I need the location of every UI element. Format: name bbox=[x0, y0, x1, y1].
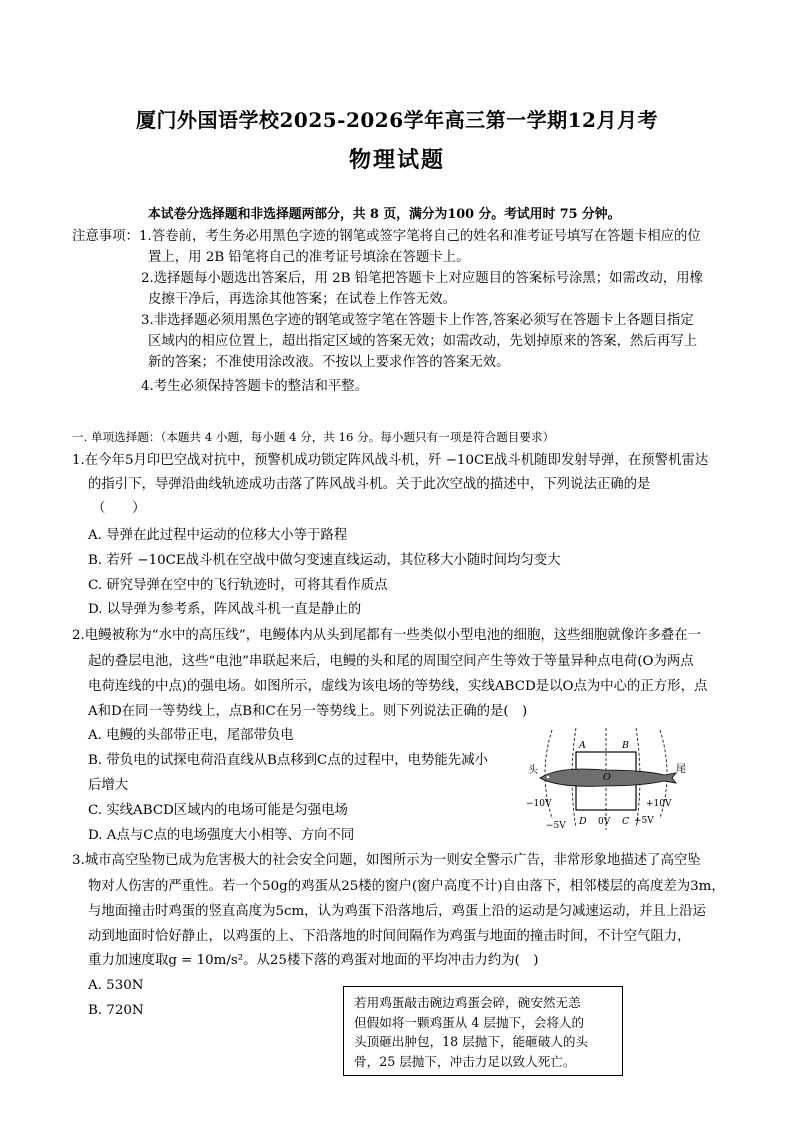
notes-label: 注意事项： bbox=[72, 229, 139, 244]
q2-stem-line-1: 2.电鳗被称为“水中的高压线”，电鳗体内从头到尾都有一些类似小型电池的细胞，这些细胞就像许多叠在一 bbox=[72, 628, 702, 643]
point-o-label: O bbox=[603, 772, 611, 783]
note-3-line-2: 区域内的相应位置上，超出指定区域的答案无效；如需改动，先划掉原来的答案，然后再写上 bbox=[148, 334, 698, 349]
note-4: 4.考生必须保持答题卡的整洁和平整。 bbox=[141, 379, 369, 394]
exam-intro: 本试卷分选择题和非选择题两部分，共 8 页，满分为100 分。考试用时 75 分钟。 bbox=[148, 207, 621, 222]
note-1-line-1: 1.答卷前，考生务必用黑色字迹的钢笔或签字笔将自己的姓名和准考证号填写在答题卡相应的位 bbox=[139, 229, 701, 244]
subject-title: 物理试题 bbox=[348, 147, 445, 173]
potential-plus-5v: +5V bbox=[634, 816, 654, 826]
q2-stem-line-3: 电荷连线的中点)的强电场。如图所示，虚线为该电场的等势线，实线ABCD是以O点为中心的正方形，点 bbox=[88, 679, 708, 694]
q3-stem-line-2: 物对人伤害的严重性。若一个50g的鸡蛋从25楼的窗户(窗户高度不计)自由落下，相邻楼层的高度差为3m， bbox=[88, 879, 725, 894]
note-2-line-2: 皮擦干净后，再选涂其他答案；在试卷上作答无效。 bbox=[148, 292, 456, 307]
exam-title: 厦门外国语学校2025-2026学年高三第一学期12月月考 bbox=[136, 108, 658, 132]
q1-answer-blank: （ ） bbox=[92, 501, 146, 516]
warning-line-2: 但假如将一颗鸡蛋从 4 层抛下，会将人的 bbox=[354, 1014, 585, 1030]
q3-option-b: B. 720N bbox=[88, 1003, 144, 1018]
note-2-line-1: 2.选择题每小题选出答案后，用 2B 铅笔把答题卡上对应题目的答案标号涂黑；如需改动，用橡 bbox=[141, 271, 703, 286]
q1-option-c: C. 研究导弹在空中的飞行轨迹时，可将其看作质点 bbox=[88, 578, 388, 593]
q2-option-c: C. 实线ABCD区域内的电场可能是匀强电场 bbox=[88, 803, 348, 818]
head-label: 头 bbox=[528, 765, 538, 776]
note-1-line-2: 置上，用 2B 铅笔将自己的准考证号填涂在答题卡上。 bbox=[148, 250, 470, 265]
potential-minus-5v: −5V bbox=[546, 821, 566, 831]
q2-stem-line-4: A和D在同一等势线上，点B和C在另一等势线上。则下列说法正确的是( ) bbox=[88, 704, 528, 719]
warning-line-4: 骨，25 层抛下，冲击力足以致人死亡。 bbox=[354, 1053, 576, 1069]
q3-option-a: A. 530N bbox=[88, 978, 144, 993]
q2-stem-line-2: 起的叠层电池，这些“电池”串联起来后，电鳗的头和尾的周围空间产生等效于等量异种点电荷(O为两点 bbox=[88, 654, 694, 669]
note-3-line-1: 3.非选择题必须用黑色字迹的钢笔或签字笔在答题卡上作答,答案必须写在答题卡上各题目指定 bbox=[141, 313, 694, 328]
tail-label: 尾 bbox=[676, 764, 686, 775]
point-c-label: C bbox=[622, 816, 630, 827]
q3-stem-line-4: 动到地面时恰好静止，以鸡蛋的上、下沿落地的时间间隔作为鸡蛋与地面的撞击时间，不计空气阻力， bbox=[88, 929, 691, 944]
q1-option-a: A. 导弹在此过程中运动的位移大小等于路程 bbox=[88, 528, 348, 543]
point-d-label: D bbox=[579, 816, 587, 827]
note-3-line-3: 新的答案；不准使用涂改液。不按以上要求作答的答案无效。 bbox=[148, 355, 510, 370]
q2-option-a: A. 电鳗的头部带正电，尾部带负电 bbox=[88, 728, 294, 743]
electric-eel-field-diagram bbox=[524, 726, 690, 838]
section-heading: 一. 单项选择题：（本题共 4 小题，每小题 4 分，共 16 分。每小题只有一项是符合题目要求） bbox=[72, 430, 555, 444]
q1-stem-line-1: 1.在今年5月印巴空战对抗中，预警机成功锁定阵风战斗机，歼 −10CE战斗机随即发射导弹，在预警机雷达 bbox=[72, 453, 709, 468]
q2-option-b-line-1: B. 带负电的试探电荷沿直线从B点移到C点的过程中，电势能先减小 bbox=[88, 753, 488, 768]
potential-minus-10v: −10V bbox=[526, 799, 552, 809]
warning-line-1: 若用鸡蛋敲击碗边鸡蛋会碎，碗安然无恙 bbox=[354, 995, 581, 1010]
q1-option-b: B. 若歼 −10CE战斗机在空战中做匀变速直线运动，其位移大小随时间均匀变大 bbox=[88, 553, 561, 568]
warning-line-3: 头顶砸出肿包，18 层抛下，能砸破人的头 bbox=[354, 1034, 589, 1049]
safety-warning-box bbox=[343, 986, 623, 1076]
potential-zero-v: 0V bbox=[598, 817, 611, 827]
point-a-label: A bbox=[579, 740, 586, 751]
q2-option-d: D. A点与C点的电场强度大小相等、方向不同 bbox=[88, 828, 355, 843]
q2-option-b-line-2: 后增大 bbox=[88, 778, 129, 793]
q3-stem-line-1: 3.城市高空坠物已成为危害极大的社会安全问题，如图所示为一则安全警示广告，非常形象地描述了高空坠 bbox=[72, 853, 701, 868]
q3-stem-line-5: 重力加速度取g = 10m/s²。从25楼下落的鸡蛋对地面的平均冲击力约为( ) bbox=[88, 953, 539, 968]
q1-option-d: D. 以导弹为参考系，阵风战斗机一直是静止的 bbox=[88, 602, 362, 617]
q1-stem-line-2: 的指引下，导弹沿曲线轨迹成功击落了阵风战斗机。关于此次空战的描述中，下列说法正确的是 bbox=[88, 477, 651, 492]
point-b-label: B bbox=[622, 740, 629, 751]
q3-stem-line-3: 与地面撞击时鸡蛋的竖直高度为5cm，认为鸡蛋下沿落地后，鸡蛋上沿的运动是匀减速运动，并且上沿运 bbox=[88, 904, 706, 919]
potential-plus-10v: +10V bbox=[646, 799, 672, 809]
